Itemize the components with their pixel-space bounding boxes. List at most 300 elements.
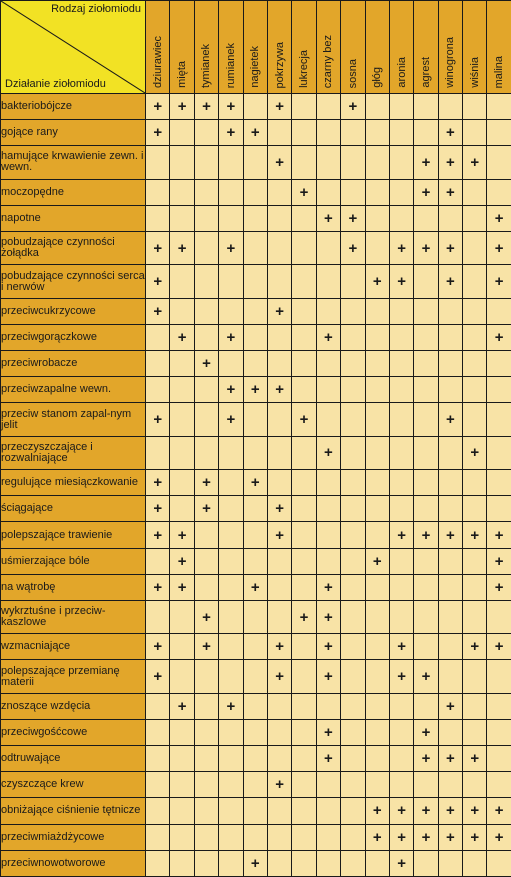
empty-cell bbox=[243, 146, 267, 179]
row-label: na wątrobę bbox=[1, 574, 146, 600]
empty-cell bbox=[365, 660, 389, 693]
empty-cell bbox=[243, 693, 267, 719]
empty-cell bbox=[463, 377, 487, 403]
empty-cell bbox=[267, 205, 291, 231]
empty-cell bbox=[389, 205, 413, 231]
empty-cell bbox=[146, 377, 170, 403]
plus-mark-cell: + bbox=[267, 522, 291, 548]
empty-cell bbox=[243, 746, 267, 772]
empty-cell bbox=[170, 436, 194, 469]
empty-cell bbox=[341, 798, 365, 824]
empty-cell bbox=[341, 146, 365, 179]
table-row bbox=[1, 351, 511, 377]
plus-mark-cell: + bbox=[146, 634, 170, 660]
plus-mark-cell: + bbox=[219, 324, 243, 350]
empty-cell bbox=[219, 179, 243, 205]
plus-mark-cell: + bbox=[487, 265, 511, 298]
table-row bbox=[1, 324, 511, 350]
plus-mark-cell: + bbox=[170, 522, 194, 548]
empty-cell bbox=[243, 205, 267, 231]
empty-cell bbox=[219, 298, 243, 324]
row-label: ściągające bbox=[1, 496, 146, 522]
empty-cell bbox=[365, 298, 389, 324]
plus-mark-cell: + bbox=[194, 634, 218, 660]
plus-mark-cell: + bbox=[146, 574, 170, 600]
table-row bbox=[1, 265, 511, 298]
empty-cell bbox=[341, 324, 365, 350]
empty-cell bbox=[414, 436, 438, 469]
empty-cell bbox=[487, 179, 511, 205]
empty-cell bbox=[463, 660, 487, 693]
empty-cell bbox=[243, 231, 267, 264]
empty-cell bbox=[316, 824, 340, 850]
plus-mark-cell: + bbox=[267, 634, 291, 660]
empty-cell bbox=[267, 548, 291, 574]
row-label: czyszczące krew bbox=[1, 772, 146, 798]
empty-cell bbox=[292, 746, 316, 772]
empty-cell bbox=[243, 179, 267, 205]
empty-cell bbox=[194, 548, 218, 574]
row-label: przeczyszczające i rozwalniające bbox=[1, 436, 146, 469]
plus-mark-cell: + bbox=[389, 660, 413, 693]
column-header-label: głóg bbox=[371, 67, 384, 88]
empty-cell bbox=[414, 496, 438, 522]
plus-mark-cell: + bbox=[414, 719, 438, 745]
plus-mark-cell: + bbox=[243, 470, 267, 496]
plus-mark-cell: + bbox=[170, 574, 194, 600]
empty-cell bbox=[341, 660, 365, 693]
empty-cell bbox=[463, 574, 487, 600]
empty-cell bbox=[170, 403, 194, 436]
empty-cell bbox=[414, 470, 438, 496]
column-header bbox=[292, 1, 316, 94]
plus-mark-cell: + bbox=[365, 548, 389, 574]
empty-cell bbox=[146, 798, 170, 824]
column-header-label: winogrona bbox=[444, 37, 457, 88]
empty-cell bbox=[243, 403, 267, 436]
plus-mark-cell: + bbox=[463, 634, 487, 660]
column-header bbox=[146, 1, 170, 94]
empty-cell bbox=[389, 496, 413, 522]
empty-cell bbox=[170, 746, 194, 772]
empty-cell bbox=[170, 824, 194, 850]
empty-cell bbox=[267, 600, 291, 633]
plus-mark-cell: + bbox=[219, 377, 243, 403]
plus-mark-cell: + bbox=[267, 496, 291, 522]
table-row bbox=[1, 496, 511, 522]
empty-cell bbox=[341, 351, 365, 377]
empty-cell bbox=[194, 265, 218, 298]
empty-cell bbox=[194, 179, 218, 205]
row-label: bakteriobójcze bbox=[1, 94, 146, 120]
empty-cell bbox=[219, 746, 243, 772]
row-label: napotne bbox=[1, 205, 146, 231]
table-row bbox=[1, 634, 511, 660]
empty-cell bbox=[316, 146, 340, 179]
plus-mark-cell: + bbox=[194, 496, 218, 522]
empty-cell bbox=[389, 324, 413, 350]
empty-cell bbox=[463, 231, 487, 264]
plus-mark-cell: + bbox=[414, 824, 438, 850]
empty-cell bbox=[365, 94, 389, 120]
empty-cell bbox=[219, 798, 243, 824]
empty-cell bbox=[170, 470, 194, 496]
empty-cell bbox=[243, 548, 267, 574]
empty-cell bbox=[463, 850, 487, 876]
empty-cell bbox=[267, 470, 291, 496]
plus-mark-cell: + bbox=[292, 403, 316, 436]
plus-mark-cell: + bbox=[146, 470, 170, 496]
plus-mark-cell: + bbox=[365, 798, 389, 824]
empty-cell bbox=[170, 120, 194, 146]
plus-mark-cell: + bbox=[316, 324, 340, 350]
plus-mark-cell: + bbox=[463, 146, 487, 179]
empty-cell bbox=[170, 146, 194, 179]
empty-cell bbox=[365, 772, 389, 798]
empty-cell bbox=[487, 660, 511, 693]
empty-cell bbox=[194, 522, 218, 548]
empty-cell bbox=[463, 496, 487, 522]
table-row bbox=[1, 824, 511, 850]
plus-mark-cell: + bbox=[438, 120, 462, 146]
plus-mark-cell: + bbox=[267, 146, 291, 179]
empty-cell bbox=[219, 548, 243, 574]
plus-mark-cell: + bbox=[487, 548, 511, 574]
column-header-label: pokrzywa bbox=[273, 41, 286, 88]
empty-cell bbox=[463, 351, 487, 377]
empty-cell bbox=[438, 324, 462, 350]
empty-cell bbox=[243, 634, 267, 660]
column-header-label: dziurawiec bbox=[151, 36, 164, 88]
column-header bbox=[341, 1, 365, 94]
plus-mark-cell: + bbox=[389, 231, 413, 264]
empty-cell bbox=[414, 324, 438, 350]
empty-cell bbox=[341, 403, 365, 436]
empty-cell bbox=[194, 298, 218, 324]
table-row bbox=[1, 746, 511, 772]
empty-cell bbox=[194, 231, 218, 264]
table-body bbox=[1, 94, 511, 877]
empty-cell bbox=[292, 634, 316, 660]
plus-mark-cell: + bbox=[219, 693, 243, 719]
corner-header bbox=[1, 1, 146, 94]
empty-cell bbox=[463, 265, 487, 298]
empty-cell bbox=[389, 120, 413, 146]
empty-cell bbox=[341, 634, 365, 660]
row-label: wykrztuśne i przeciw-kaszlowe bbox=[1, 600, 146, 633]
empty-cell bbox=[487, 496, 511, 522]
empty-cell bbox=[414, 548, 438, 574]
empty-cell bbox=[292, 120, 316, 146]
table-row bbox=[1, 574, 511, 600]
plus-mark-cell: + bbox=[414, 231, 438, 264]
table-row bbox=[1, 719, 511, 745]
plus-mark-cell: + bbox=[389, 798, 413, 824]
empty-cell bbox=[194, 324, 218, 350]
empty-cell bbox=[243, 772, 267, 798]
empty-cell bbox=[365, 850, 389, 876]
empty-cell bbox=[389, 470, 413, 496]
plus-mark-cell: + bbox=[341, 94, 365, 120]
row-label: polepszające trawienie bbox=[1, 522, 146, 548]
plus-mark-cell: + bbox=[243, 377, 267, 403]
plus-mark-cell: + bbox=[243, 574, 267, 600]
empty-cell bbox=[341, 522, 365, 548]
plus-mark-cell: + bbox=[487, 522, 511, 548]
empty-cell bbox=[487, 351, 511, 377]
empty-cell bbox=[219, 470, 243, 496]
empty-cell bbox=[389, 179, 413, 205]
plus-mark-cell: + bbox=[414, 146, 438, 179]
plus-mark-cell: + bbox=[146, 403, 170, 436]
empty-cell bbox=[146, 600, 170, 633]
empty-cell bbox=[243, 436, 267, 469]
empty-cell bbox=[341, 470, 365, 496]
plus-mark-cell: + bbox=[267, 772, 291, 798]
empty-cell bbox=[243, 798, 267, 824]
empty-cell bbox=[463, 548, 487, 574]
empty-cell bbox=[267, 746, 291, 772]
plus-mark-cell: + bbox=[267, 660, 291, 693]
column-header bbox=[219, 1, 243, 94]
column-axis-label: Rodzaj ziołomiodu bbox=[51, 3, 141, 15]
empty-cell bbox=[365, 693, 389, 719]
empty-cell bbox=[146, 719, 170, 745]
empty-cell bbox=[292, 850, 316, 876]
empty-cell bbox=[219, 436, 243, 469]
empty-cell bbox=[463, 179, 487, 205]
empty-cell bbox=[146, 205, 170, 231]
empty-cell bbox=[316, 298, 340, 324]
empty-cell bbox=[341, 600, 365, 633]
empty-cell bbox=[414, 120, 438, 146]
plus-mark-cell: + bbox=[146, 231, 170, 264]
plus-mark-cell: + bbox=[487, 634, 511, 660]
empty-cell bbox=[219, 824, 243, 850]
empty-cell bbox=[341, 120, 365, 146]
empty-cell bbox=[194, 660, 218, 693]
empty-cell bbox=[365, 120, 389, 146]
empty-cell bbox=[219, 850, 243, 876]
empty-cell bbox=[463, 600, 487, 633]
plus-mark-cell: + bbox=[487, 324, 511, 350]
plus-mark-cell: + bbox=[463, 746, 487, 772]
empty-cell bbox=[267, 719, 291, 745]
empty-cell bbox=[267, 231, 291, 264]
empty-cell bbox=[389, 377, 413, 403]
empty-cell bbox=[365, 403, 389, 436]
empty-cell bbox=[170, 496, 194, 522]
empty-cell bbox=[365, 146, 389, 179]
empty-cell bbox=[389, 574, 413, 600]
plus-mark-cell: + bbox=[243, 120, 267, 146]
plus-mark-cell: + bbox=[414, 746, 438, 772]
plus-mark-cell: + bbox=[267, 94, 291, 120]
row-label: obniżające ciśnienie tętnicze bbox=[1, 798, 146, 824]
plus-mark-cell: + bbox=[389, 522, 413, 548]
table-row bbox=[1, 522, 511, 548]
plus-mark-cell: + bbox=[316, 574, 340, 600]
row-label: uśmierzające bóle bbox=[1, 548, 146, 574]
plus-mark-cell: + bbox=[292, 600, 316, 633]
empty-cell bbox=[170, 600, 194, 633]
plus-mark-cell: + bbox=[438, 824, 462, 850]
table-row bbox=[1, 548, 511, 574]
row-label: polepszające przemianę materii bbox=[1, 660, 146, 693]
row-label: przeciwmiażdżycowe bbox=[1, 824, 146, 850]
empty-cell bbox=[487, 94, 511, 120]
empty-cell bbox=[243, 351, 267, 377]
empty-cell bbox=[146, 324, 170, 350]
empty-cell bbox=[389, 746, 413, 772]
plus-mark-cell: + bbox=[316, 719, 340, 745]
empty-cell bbox=[146, 351, 170, 377]
empty-cell bbox=[438, 298, 462, 324]
column-header bbox=[438, 1, 462, 94]
empty-cell bbox=[389, 548, 413, 574]
empty-cell bbox=[438, 719, 462, 745]
empty-cell bbox=[243, 660, 267, 693]
table-row bbox=[1, 660, 511, 693]
plus-mark-cell: + bbox=[438, 403, 462, 436]
empty-cell bbox=[389, 772, 413, 798]
empty-cell bbox=[414, 265, 438, 298]
empty-cell bbox=[194, 146, 218, 179]
plus-mark-cell: + bbox=[341, 231, 365, 264]
empty-cell bbox=[292, 265, 316, 298]
empty-cell bbox=[316, 496, 340, 522]
empty-cell bbox=[219, 719, 243, 745]
empty-cell bbox=[292, 522, 316, 548]
empty-cell bbox=[487, 403, 511, 436]
empty-cell bbox=[414, 94, 438, 120]
empty-cell bbox=[292, 798, 316, 824]
plus-mark-cell: + bbox=[414, 179, 438, 205]
empty-cell bbox=[243, 522, 267, 548]
column-header-label: czarny bez bbox=[322, 34, 335, 88]
row-label: wzmacniające bbox=[1, 634, 146, 660]
empty-cell bbox=[341, 298, 365, 324]
table-row bbox=[1, 436, 511, 469]
row-label: gojące rany bbox=[1, 120, 146, 146]
empty-cell bbox=[292, 436, 316, 469]
empty-cell bbox=[316, 403, 340, 436]
empty-cell bbox=[341, 496, 365, 522]
column-header-label: rumianek bbox=[224, 42, 237, 88]
empty-cell bbox=[341, 850, 365, 876]
empty-cell bbox=[194, 772, 218, 798]
empty-cell bbox=[365, 574, 389, 600]
row-label: przeciw stanom zapal-nym jelit bbox=[1, 403, 146, 436]
empty-cell bbox=[267, 574, 291, 600]
empty-cell bbox=[292, 470, 316, 496]
empty-cell bbox=[365, 470, 389, 496]
empty-cell bbox=[414, 298, 438, 324]
plus-mark-cell: + bbox=[146, 120, 170, 146]
empty-cell bbox=[267, 798, 291, 824]
empty-cell bbox=[243, 298, 267, 324]
row-label: przeciwrobacze bbox=[1, 351, 146, 377]
empty-cell bbox=[316, 179, 340, 205]
empty-cell bbox=[292, 719, 316, 745]
empty-cell bbox=[365, 231, 389, 264]
empty-cell bbox=[292, 496, 316, 522]
table-row bbox=[1, 403, 511, 436]
empty-cell bbox=[316, 231, 340, 264]
empty-cell bbox=[170, 719, 194, 745]
plus-mark-cell: + bbox=[438, 798, 462, 824]
empty-cell bbox=[146, 179, 170, 205]
column-header bbox=[487, 1, 511, 94]
empty-cell bbox=[194, 205, 218, 231]
empty-cell bbox=[219, 600, 243, 633]
empty-cell bbox=[365, 634, 389, 660]
empty-cell bbox=[292, 298, 316, 324]
empty-cell bbox=[487, 772, 511, 798]
plus-mark-cell: + bbox=[316, 205, 340, 231]
plus-mark-cell: + bbox=[146, 496, 170, 522]
empty-cell bbox=[316, 772, 340, 798]
empty-cell bbox=[146, 824, 170, 850]
empty-cell bbox=[194, 746, 218, 772]
empty-cell bbox=[194, 436, 218, 469]
empty-cell bbox=[438, 634, 462, 660]
empty-cell bbox=[365, 436, 389, 469]
empty-cell bbox=[414, 205, 438, 231]
plus-mark-cell: + bbox=[194, 600, 218, 633]
empty-cell bbox=[414, 600, 438, 633]
empty-cell bbox=[267, 693, 291, 719]
empty-cell bbox=[170, 179, 194, 205]
empty-cell bbox=[194, 120, 218, 146]
plus-mark-cell: + bbox=[146, 522, 170, 548]
column-header bbox=[414, 1, 438, 94]
empty-cell bbox=[243, 824, 267, 850]
empty-cell bbox=[267, 436, 291, 469]
empty-cell bbox=[414, 351, 438, 377]
plus-mark-cell: + bbox=[463, 436, 487, 469]
empty-cell bbox=[292, 146, 316, 179]
empty-cell bbox=[341, 548, 365, 574]
empty-cell bbox=[414, 377, 438, 403]
column-header bbox=[194, 1, 218, 94]
plus-mark-cell: + bbox=[438, 146, 462, 179]
empty-cell bbox=[365, 719, 389, 745]
empty-cell bbox=[341, 693, 365, 719]
plus-mark-cell: + bbox=[414, 798, 438, 824]
empty-cell bbox=[292, 377, 316, 403]
empty-cell bbox=[438, 377, 462, 403]
empty-cell bbox=[146, 693, 170, 719]
empty-cell bbox=[365, 324, 389, 350]
empty-cell bbox=[292, 205, 316, 231]
plus-mark-cell: + bbox=[316, 436, 340, 469]
empty-cell bbox=[389, 146, 413, 179]
empty-cell bbox=[487, 298, 511, 324]
empty-cell bbox=[389, 693, 413, 719]
empty-cell bbox=[389, 436, 413, 469]
plus-mark-cell: + bbox=[414, 660, 438, 693]
plus-mark-cell: + bbox=[487, 231, 511, 264]
empty-cell bbox=[219, 146, 243, 179]
plus-mark-cell: + bbox=[146, 265, 170, 298]
empty-cell bbox=[389, 600, 413, 633]
table-row bbox=[1, 693, 511, 719]
empty-cell bbox=[365, 746, 389, 772]
plus-mark-cell: + bbox=[389, 850, 413, 876]
empty-cell bbox=[414, 850, 438, 876]
plus-mark-cell: + bbox=[219, 231, 243, 264]
